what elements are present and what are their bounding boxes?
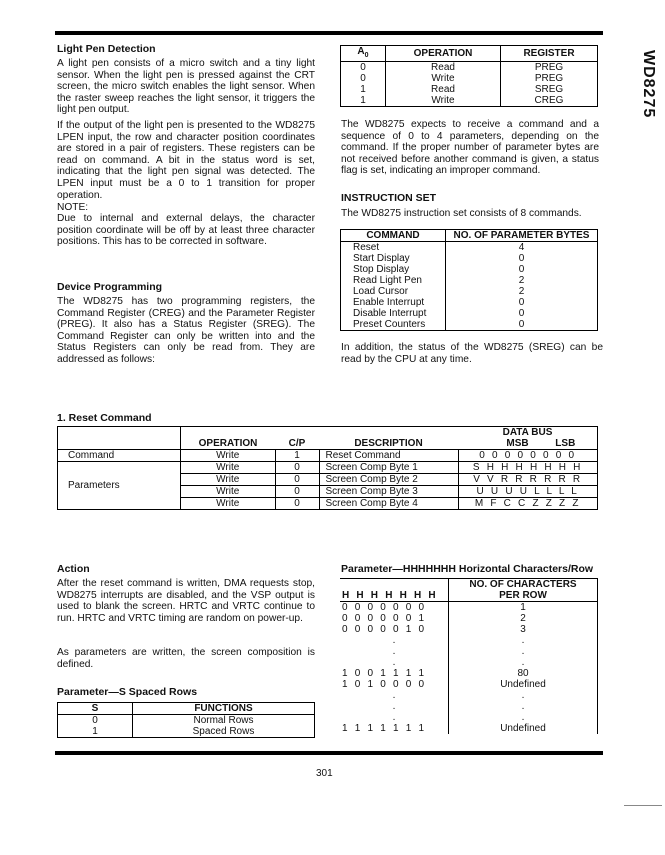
functions-header: FUNCTIONS [133,703,315,715]
table-row [341,308,598,319]
cmd-cell: 2 [518,275,525,286]
table-row [340,723,598,734]
h-cell: 1 1 1 1 1 1 1 [340,723,449,734]
reset-header-operation: OPERATION [181,438,276,450]
h-cell: 1 0 0 1 1 1 1 [340,668,449,679]
h-cell: . [521,635,525,646]
cmd-header-command: COMMAND [341,230,446,242]
reg-cell: 0 [341,73,386,84]
table-row [58,726,315,738]
action-paragraph-2: As parameters are written, the screen composition is defined. [57,647,315,670]
cmd-header-bytes: NO. OF PARAMETER BYTES [446,230,598,242]
reset-cell: Screen Comp Byte 3 [319,486,458,498]
s-cell: 1 [58,726,133,738]
devprog-title: Device Programming [57,281,163,293]
cmd-cell: 2 [518,286,525,297]
reg-cell: CREG [534,95,564,106]
reset-cell: 0 0 0 0 0 0 0 0 [458,450,598,462]
bottom-rule [55,751,603,755]
corner-mark [624,805,662,806]
h-header-right-1: NO. OF CHARACTERS [469,579,577,590]
cmd-cell: 0 [518,264,525,275]
h-cell: . [340,712,449,723]
reg-cell: 1 [341,84,386,95]
reset-cell: 0 [275,474,319,486]
reset-cell: Reset Command [319,450,458,462]
reg-cell: Read [386,84,501,95]
h-cell: . [340,646,449,657]
cmd-cell: Read Light Pen [341,275,446,286]
table-row [340,712,598,723]
parameters-label: Parameters [58,462,181,510]
msb-label: MSB [506,438,529,449]
h-cell: 2 [520,613,526,624]
reg-cell: PREG [534,62,564,73]
reset-header-description: DESCRIPTION [319,438,458,450]
table-row [340,613,598,624]
h-cell: 1 0 1 0 0 0 0 [340,679,449,690]
h-cell: . [521,712,525,723]
h-header-left: H H H H H H H [340,590,449,602]
reset-cell: M F C C Z Z Z Z [474,498,581,509]
reset-title: 1. Reset Command [57,412,152,424]
table-row [340,635,598,646]
table-row [340,646,598,657]
h-cell: 0 0 0 0 0 1 0 [340,624,449,635]
reset-cell: Write [181,498,276,510]
table-row [341,253,598,264]
table-row [340,679,598,690]
table-row [58,450,598,462]
reg-cell: PREG [534,73,564,84]
s-cell: 0 [58,715,133,727]
right-paragraph-1: The WD8275 expects to receive a command and a sequence of 0 to 4 parameters, depending on the command. If the proper number of parameter bytes are not received before another command is given, a status flag is set, indicating an improper command. [341,119,599,177]
lightpen-paragraph-1: A light pen consists of a micro switch and a tiny light sensor. When the light pen is pressed against the CRT screen, the micro switch enables the light sensor. When the raster sweep reaches the light sensor, it triggers the light pen output. [57,58,315,116]
h-cell: Undefined [500,723,546,734]
reg-cell: Read [386,62,501,74]
reset-cell: 1 [275,450,319,462]
reset-cell: U U U U L L L L [458,486,598,498]
table-row [340,624,598,635]
table-row [340,602,598,614]
data-bus-label: DATA BUS [502,427,553,438]
after-command-paragraph: In addition, the status of the WD8275 (SREG) can be read by the CPU at any time. [341,342,603,365]
iset-paragraph: The WD8275 instruction set consists of 8 commands. [341,208,582,219]
s-header: S [58,703,133,715]
page-number: 301 [316,768,333,779]
table-row [340,701,598,712]
reset-cell: Write [181,462,276,474]
s-cell: Spaced Rows [192,726,255,737]
h-cell: 1 [520,602,526,613]
table-row [341,286,598,297]
table-row [341,95,598,107]
reset-cell: 0 [275,462,319,474]
cmd-cell: Start Display [341,253,446,264]
note-text: Due to internal and external delays, the character position coordinate will be off by at least three character positions. This has to be corrected in software. [57,213,315,248]
reset-cell: 0 [275,486,319,498]
reset-header-msb-lsb [458,438,598,450]
table-row [58,715,315,727]
reg-cell: Write [386,95,501,107]
h-cell: 80 [517,668,529,679]
h-cell: . [521,646,525,657]
cmd-cell: 0 [518,319,525,330]
reset-cell: Write [181,486,276,498]
s-table-title: Parameter—S Spaced Rows [57,686,198,698]
table-row [341,319,598,331]
h-cell: . [340,635,449,646]
reg-cell: Write [386,73,501,84]
reset-cell: Write [181,474,276,486]
reset-header-cp: C/P [275,438,319,450]
h-cell: . [340,690,449,701]
h-table [340,578,598,734]
reg-cell: 1 [341,95,386,107]
lightpen-paragraph-2: If the output of the light pen is presented to the WD8275 LPEN input, the row and character position coordinates are stored in a pair of registers. These registers can be read on command. A bit in the status word is set, indicating that the light pen signal was detected. The LPEN input must be a 0 to 1 transition for proper operation. [57,120,315,201]
table-row [340,668,598,679]
cmd-cell: 0 [518,297,525,308]
h-cell: 0 0 0 0 0 0 1 [340,613,449,624]
reset-cell: Screen Comp Byte 4 [319,498,458,510]
table-row [341,264,598,275]
table-row [341,297,598,308]
lsb-label: LSB [555,438,576,449]
h-header-right-2: PER ROW [449,590,598,602]
cmd-cell: Load Cursor [341,286,446,297]
command-table [340,229,598,331]
top-rule [55,31,603,35]
h-table-title: Parameter—HHHHHHH Horizontal Characters/Row [341,563,594,575]
cmd-cell: Reset [341,242,446,254]
h-cell: . [521,701,525,712]
h-cell: . [521,690,525,701]
note-label: NOTE: [57,202,89,213]
devprog-paragraph: The WD8275 has two programming registers, the Command Register (CREG) and the Parameter Register (PREG). It also has a Status Register (SREG). The Command Register can only be written into and the Status Registers can only be read from. They are addressed as follows: [57,296,315,365]
table-row [58,462,598,474]
cmd-cell: 0 [518,308,525,319]
cmd-cell: Enable Interrupt [341,297,446,308]
reset-table [57,426,598,510]
table-row [341,62,598,74]
reset-cell: Write [181,450,276,462]
cmd-cell: 4 [518,242,525,253]
action-paragraph-1: After the reset command is written, DMA requests stop, WD8275 interrupts are disabled, and the VSP output is used to blank the screen. HRTC and VRTC continue to run. HRTC and VRTC timing are random on power-up. [57,578,315,624]
h-cell: . [340,701,449,712]
action-title: Action [57,563,90,575]
h-cell: . [521,657,525,668]
reg-header-a0: $A_0$ [341,46,386,62]
reg-header-register: REGISTER [501,46,598,62]
s-cell: Normal Rows [193,715,254,726]
table-row [341,242,598,254]
cmd-cell: Disable Interrupt [341,308,446,319]
h-cell: Undefined [500,679,546,690]
reset-cell: V V R R R R R R [458,474,598,486]
reg-cell: 0 [341,62,386,74]
cmd-cell: Stop Display [341,264,446,275]
register-table [340,45,598,107]
h-cell: . [340,657,449,668]
iset-title: INSTRUCTION SET [341,192,437,204]
table-row [340,690,598,701]
table-row [341,73,598,84]
h-cell: 0 0 0 0 0 0 0 [340,602,449,614]
reg-cell: SREG [534,84,564,95]
table-row [341,84,598,95]
cmd-cell: Preset Counters [341,319,446,331]
cmd-cell: 0 [518,253,525,264]
reset-cell: 0 [275,498,319,510]
reset-cell: Screen Comp Byte 2 [319,474,458,486]
command-label: Command [58,450,181,462]
side-label: WD8275 [640,50,657,119]
h-cell: 3 [520,624,526,635]
reg-header-operation: OPERATION [386,46,501,62]
table-row [340,657,598,668]
table-row [341,275,598,286]
lightpen-title: Light Pen Detection [57,43,156,55]
s-table [57,702,315,738]
reset-cell: S H H H H H H H [458,462,598,474]
reset-cell: Screen Comp Byte 1 [319,462,458,474]
